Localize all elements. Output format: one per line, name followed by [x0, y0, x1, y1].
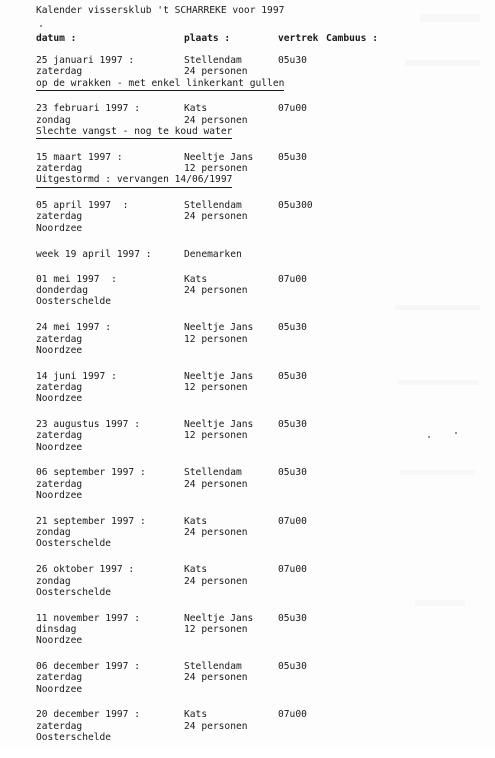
entry-date: 23 augustus 1997 : — [36, 419, 140, 431]
calendar-entry — [36, 516, 476, 550]
calendar-entry — [36, 103, 476, 137]
entry-people: 24 personen — [184, 211, 248, 223]
entry-note: Noordzee — [36, 635, 83, 647]
entry-people: 12 personen — [184, 381, 248, 393]
entry-people: 24 personen — [184, 478, 248, 490]
entry-people: 12 personen — [184, 623, 248, 635]
entry-date: 23 februari 1997 : — [36, 103, 140, 115]
entry-departure: 05u30 — [278, 467, 307, 479]
entry-place: Kats — [184, 564, 208, 576]
entry-departure: 05u30 — [278, 612, 307, 624]
entry-date: 21 september 1997 : — [36, 515, 146, 527]
entry-place: Stellendam — [184, 55, 242, 66]
entry-place: Neeltje Jans — [184, 612, 254, 624]
entry-people: 12 personen — [184, 430, 248, 442]
entry-departure: 07u00 — [278, 709, 307, 721]
entry-note: Noordzee — [36, 393, 83, 405]
entry-date: 26 oktober 1997 : — [36, 564, 135, 576]
entry-departure: 05u30 — [278, 660, 307, 672]
header-vertrek: vertrek — [278, 33, 319, 44]
calendar-entry — [36, 55, 476, 89]
entry-day: zaterdag — [36, 672, 83, 684]
entry-day: donderdag — [36, 285, 88, 297]
entry-note: Uitgestormd : vervangen 14/06/1997 — [36, 175, 232, 187]
entry-place: Neeltje Jans — [184, 370, 254, 382]
entry-day: zaterdag — [36, 211, 83, 223]
entry-place: Stellendam — [184, 467, 242, 479]
entry-day: zondag — [36, 527, 71, 539]
entry-date: 01 mei 1997 : — [36, 273, 117, 285]
entry-people: 24 personen — [184, 66, 248, 78]
entry-date: 06 september 1997 : — [36, 467, 146, 479]
entry-departure: 05u30 — [278, 370, 307, 382]
entry-date: 14 juni 1997 : — [36, 370, 117, 382]
entry-date: 11 november 1997 : — [36, 612, 140, 624]
calendar-entry — [36, 419, 476, 453]
calendar-entries — [36, 55, 476, 758]
calendar-entry — [36, 249, 476, 260]
calendar-entry — [36, 322, 476, 356]
entry-departure: 05u30 — [278, 322, 307, 334]
entry-note: Noordzee — [36, 683, 83, 695]
calendar-entry — [36, 200, 476, 234]
calendar-entry — [36, 371, 476, 405]
document-title: Kalender vissersklub 't SCHARREKE voor 1997 — [36, 5, 285, 16]
entry-place: Kats — [184, 273, 208, 285]
entry-day: dinsdag — [36, 623, 77, 635]
entry-place: Stellendam — [184, 660, 242, 672]
speck-mark — [40, 25, 42, 27]
entry-note: Oosterschelde — [36, 538, 112, 550]
entry-people: 12 personen — [184, 333, 248, 345]
entry-place: Kats — [184, 709, 208, 721]
entry-people: 24 personen — [184, 114, 248, 126]
entry-note: Noordzee — [36, 222, 83, 234]
entry-people: 24 personen — [184, 285, 248, 297]
calendar-entry — [36, 152, 476, 186]
calendar-entry — [36, 467, 476, 501]
entry-day: zaterdag — [36, 381, 83, 393]
entry-note: Noordzee — [36, 344, 83, 356]
entry-date: 24 mei 1997 : — [36, 322, 112, 334]
entry-place: Neeltje Jans — [184, 322, 254, 334]
calendar-entry — [36, 661, 476, 695]
calendar-entry — [36, 564, 476, 598]
entry-date: week 19 april 1997 : — [36, 248, 152, 260]
bleed-through-mark — [420, 14, 480, 22]
entry-day: zaterdag — [36, 720, 83, 732]
entry-date: 06 december 1997 : — [36, 660, 140, 672]
entry-note: op de wrakken - met enkel linkerkant gullen — [36, 79, 284, 91]
entry-note: Noordzee — [36, 441, 83, 453]
entry-departure: 05u300 — [278, 200, 313, 212]
entry-day: zaterdag — [36, 163, 83, 175]
header-datum: datum : — [36, 33, 77, 44]
entry-people: 24 personen — [184, 720, 248, 732]
entry-date: 20 december 1997 : — [36, 709, 140, 721]
entry-departure: 07u00 — [278, 103, 307, 115]
calendar-entry — [36, 274, 476, 308]
entry-place: Kats — [184, 103, 208, 115]
entry-place: Stellendam — [184, 200, 242, 212]
entry-place: Kats — [184, 515, 208, 527]
entry-place: Neeltje Jans — [184, 151, 254, 163]
entry-note: Oosterschelde — [36, 586, 112, 598]
entry-departure: 07u00 — [278, 515, 307, 527]
entry-place: Neeltje Jans — [184, 419, 254, 431]
entry-day: zaterdag — [36, 478, 83, 490]
entry-date: 15 maart 1997 : — [36, 151, 123, 163]
entry-people: 24 personen — [184, 527, 248, 539]
header-plaats: plaats : — [184, 33, 231, 44]
entry-departure: 07u00 — [278, 564, 307, 576]
header-cambuus: Cambuus : — [326, 33, 378, 44]
entry-note: Oosterschelde — [36, 731, 112, 743]
calendar-entry — [36, 709, 476, 743]
entry-note: Noordzee — [36, 490, 83, 502]
entry-date: 25 januari 1997 : — [36, 55, 135, 66]
entry-departure: 05u30 — [278, 419, 307, 431]
entry-departure: 05u30 — [278, 151, 307, 163]
entry-departure: 05u30 — [278, 55, 307, 66]
entry-day: zaterdag — [36, 333, 83, 345]
entry-people: 24 personen — [184, 575, 248, 587]
calendar-entry — [36, 613, 476, 647]
entry-note: Slechte vangst - nog te koud water — [36, 127, 232, 139]
entry-day: zondag — [36, 114, 71, 126]
entry-people: 12 personen — [184, 163, 248, 175]
entry-place: Denemarken — [184, 248, 242, 260]
entry-people: 24 personen — [184, 672, 248, 684]
entry-departure: 07u00 — [278, 273, 307, 285]
entry-day: zondag — [36, 575, 71, 587]
entry-date: 05 april 1997 : — [36, 200, 129, 212]
entry-note: Oosterschelde — [36, 296, 112, 308]
entry-day: zaterdag — [36, 66, 83, 78]
entry-day: zaterdag — [36, 430, 83, 442]
